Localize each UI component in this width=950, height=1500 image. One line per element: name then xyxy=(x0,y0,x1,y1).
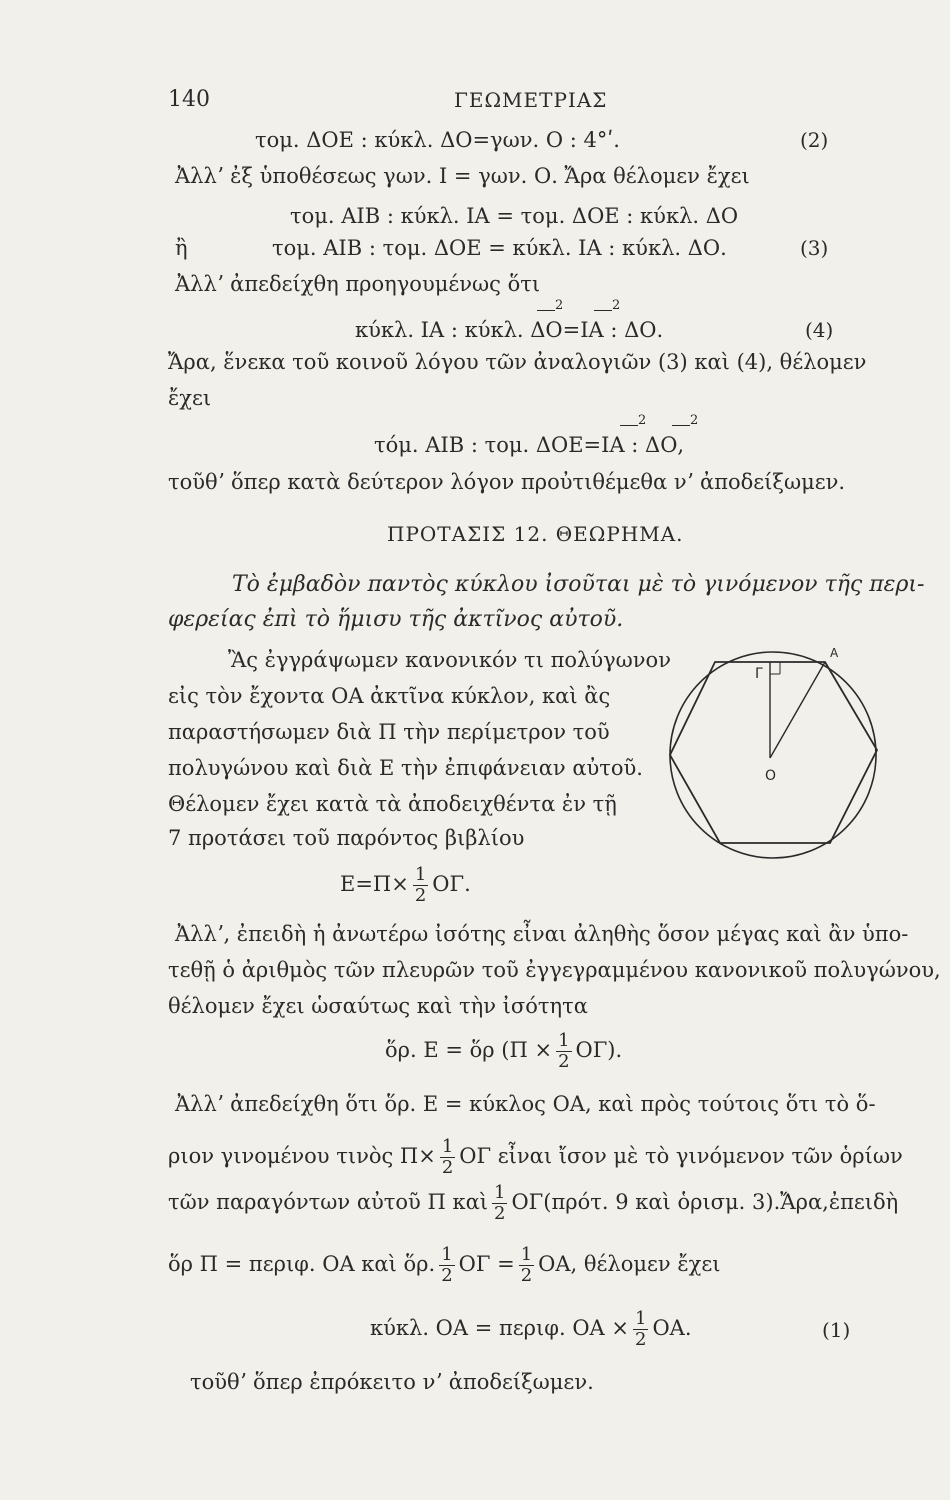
text-line: τοῦθʼ ὅπερ ἐπρόκειτο νʼ ἀποδείξωμεν. xyxy=(190,1370,594,1394)
fraction-denominator: 2 xyxy=(494,1203,506,1224)
label-g: Γ xyxy=(755,666,763,682)
text-fragment: ΟΓ(πρότ. 9 καὶ ὁρισμ. 3).Ἄρα,ἐπειδὴ xyxy=(511,1190,899,1214)
fraction-numerator: 1 xyxy=(441,1244,453,1265)
fraction-numerator: 1 xyxy=(494,1182,506,1203)
theorem-statement: Τὸ ἐμβαδὸν παντὸς κύκλου ἰσοῦται μὲ τὸ γινόμενον τῆς περι- xyxy=(232,572,925,597)
fraction-numerator: 1 xyxy=(441,1136,454,1157)
text-line: Ἂς ἐγγράψωμεν κανονικόν τι πολύγωνον xyxy=(228,648,671,672)
fraction-one-half xyxy=(413,865,428,906)
fraction-denominator: 2 xyxy=(520,1265,533,1286)
text-line: πολυγώνου καὶ διὰ Ε τὴν ἐπιφάνειαν αὐτοῦ. xyxy=(168,756,643,780)
overline-mark xyxy=(620,425,638,426)
text-line: εἰς τὸν ἔχοντα ΟΑ ἀκτῖνα κύκλον, καὶ ἂς xyxy=(168,684,611,708)
text-line: τόμ. ΑΙΒ : τομ. ΔΟΕ=ΙΑ : ΔΟ, xyxy=(374,433,685,457)
fraction-one-half xyxy=(492,1183,507,1224)
radius-line xyxy=(770,662,825,758)
text-fragment: ΟΓ = xyxy=(458,1252,515,1276)
text-line: τεθῇ ὁ ἀριθμὸς τῶν πλευρῶν τοῦ ἐγγεγραμμένου κανονικοῦ πολυγώνου, xyxy=(168,958,941,982)
equation-right: ΟΓ). xyxy=(575,1038,623,1062)
fraction-denominator: 2 xyxy=(414,885,427,906)
text-line: Ἀλλʼ ἀπεδείχθη ὅτι ὅρ. Ε = κύκλος ΟΑ, καὶ πρὸς τούτοις ὅτι τὸ ὅ- xyxy=(175,1092,876,1116)
text-line: τοῦθʼ ὅπερ κατὰ δεύτερον λόγον προὐτιθέμεθα νʼ ἀποδείξωμεν. xyxy=(168,470,846,494)
label-a: Α xyxy=(830,646,839,660)
fraction-denominator: 2 xyxy=(634,1329,647,1350)
equation-number: (3) xyxy=(800,236,829,260)
fraction-one-half xyxy=(519,1245,534,1286)
superscript: 2 xyxy=(690,413,699,428)
superscript: 2 xyxy=(612,298,621,313)
text-line xyxy=(168,1180,898,1224)
fraction-numerator: 1 xyxy=(558,1030,570,1051)
text-fragment: ΟΑ, θέλομεν ἔχει xyxy=(538,1252,721,1276)
fraction-numerator: 1 xyxy=(414,864,427,885)
fraction-one-half xyxy=(556,1031,571,1072)
text-line: θέλομεν ἔχει ὡσαύτως καὶ τὴν ἰσότητα xyxy=(168,994,588,1018)
text-line: Ἀλλʼ, ἐπειδὴ ἡ ἀνωτέρω ἰσότης εἶναι ἀληθὴς ὅσον μέγας καὶ ἂν ὑπο- xyxy=(175,922,909,946)
fraction-numerator: 1 xyxy=(520,1244,533,1265)
text-fragment: ὅρ Π = περιφ. ΟΑ καὶ ὅρ. xyxy=(168,1252,436,1276)
equation-number: (2) xyxy=(800,128,829,152)
text-line xyxy=(168,1134,903,1178)
text-line: Ἀλλʼ ἐξ ὑποθέσεως γων. Ι = γων. Ο. Ἄρα θέλομεν ἔχει xyxy=(175,164,750,188)
fraction-numerator: 1 xyxy=(634,1308,647,1329)
text-line: Θέλομεν ἔχει κατὰ τὰ ἀποδειχθέντα ἐν τῇ xyxy=(168,792,617,816)
equation-right: ΟΓ. xyxy=(432,872,471,896)
text-line: τομ. ΔΟΕ : κύκλ. ΔΟ=γων. Ο : 4°ʹ. xyxy=(255,128,620,152)
fraction-denominator: 2 xyxy=(558,1051,570,1072)
equation xyxy=(385,1028,622,1072)
overline-mark xyxy=(537,310,555,311)
inscribed-hexagon-figure xyxy=(655,640,900,860)
text-line xyxy=(168,1242,720,1286)
running-title: ΓΕΩΜΕΤΡΙΑΣ xyxy=(454,88,608,112)
text-line: ἢ xyxy=(175,236,188,260)
text-line: παραστήσωμεν διὰ Π τὴν περίμετρον τοῦ xyxy=(168,720,610,744)
equation-left: ὅρ. Ε = ὅρ (Π × xyxy=(385,1038,553,1062)
fraction-one-half xyxy=(633,1309,648,1350)
equation xyxy=(340,862,471,906)
fraction-one-half xyxy=(439,1245,454,1286)
text-line: 7 προτάσει τοῦ παρόντος βιβλίου xyxy=(168,826,525,850)
text-fragment: ΟΓ εἶναι ἴσον μὲ τὸ γινόμενον τῶν ὁρίων xyxy=(459,1144,903,1168)
overline-mark xyxy=(594,310,612,311)
text-line: κύκλ. ΙΑ : κύκλ. ΔΟ=ΙΑ : ΔΟ. xyxy=(355,318,664,342)
text-fragment: τῶν παραγόντων αὐτοῦ Π καὶ xyxy=(168,1190,489,1214)
equation xyxy=(370,1306,692,1350)
equation-number: (4) xyxy=(805,318,834,342)
proposition-heading: ΠΡΟΤΑΣΙΣ 12. ΘΕΩΡΗΜΑ. xyxy=(387,522,684,546)
text-line: ἔχει xyxy=(168,386,212,410)
text-line: τομ. ΑΙΒ : τομ. ΔΟΕ = κύκλ. ΙΑ : κύκλ. ΔΟ. xyxy=(272,236,727,260)
fraction-denominator: 2 xyxy=(441,1157,454,1178)
overline-mark xyxy=(672,425,690,426)
text-line: τομ. ΑΙΒ : κύκλ. ΙΑ = τομ. ΔΟΕ : κύκλ. ΔΟ xyxy=(290,204,739,228)
text-fragment: ριον γινομένου τινὸς Π× xyxy=(168,1144,436,1168)
equation-number: (1) xyxy=(822,1318,851,1342)
fraction-denominator: 2 xyxy=(441,1265,453,1286)
text-line: Ἀλλʼ ἀπεδείχθη προηγουμένως ὅτι xyxy=(175,272,541,296)
fraction-one-half xyxy=(440,1137,455,1178)
circle xyxy=(670,652,876,858)
label-o: Ο xyxy=(765,768,777,784)
equation-right: ΟΑ. xyxy=(652,1316,692,1340)
superscript: 2 xyxy=(638,413,647,428)
equation-left: Ε=Π× xyxy=(340,872,409,896)
page-number: 140 xyxy=(168,87,210,112)
superscript: 2 xyxy=(555,298,564,313)
theorem-statement: φερείας ἐπὶ τὸ ἥμισυ τῆς ἀκτῖνος αὐτοῦ. xyxy=(168,607,624,632)
text-line: Ἄρα, ἕνεκα τοῦ κοινοῦ λόγου τῶν ἀναλογιῶν (3) καὶ (4), θέλομεν xyxy=(168,350,867,374)
equation-left: κύκλ. ΟΑ = περιφ. ΟΑ × xyxy=(370,1316,629,1340)
